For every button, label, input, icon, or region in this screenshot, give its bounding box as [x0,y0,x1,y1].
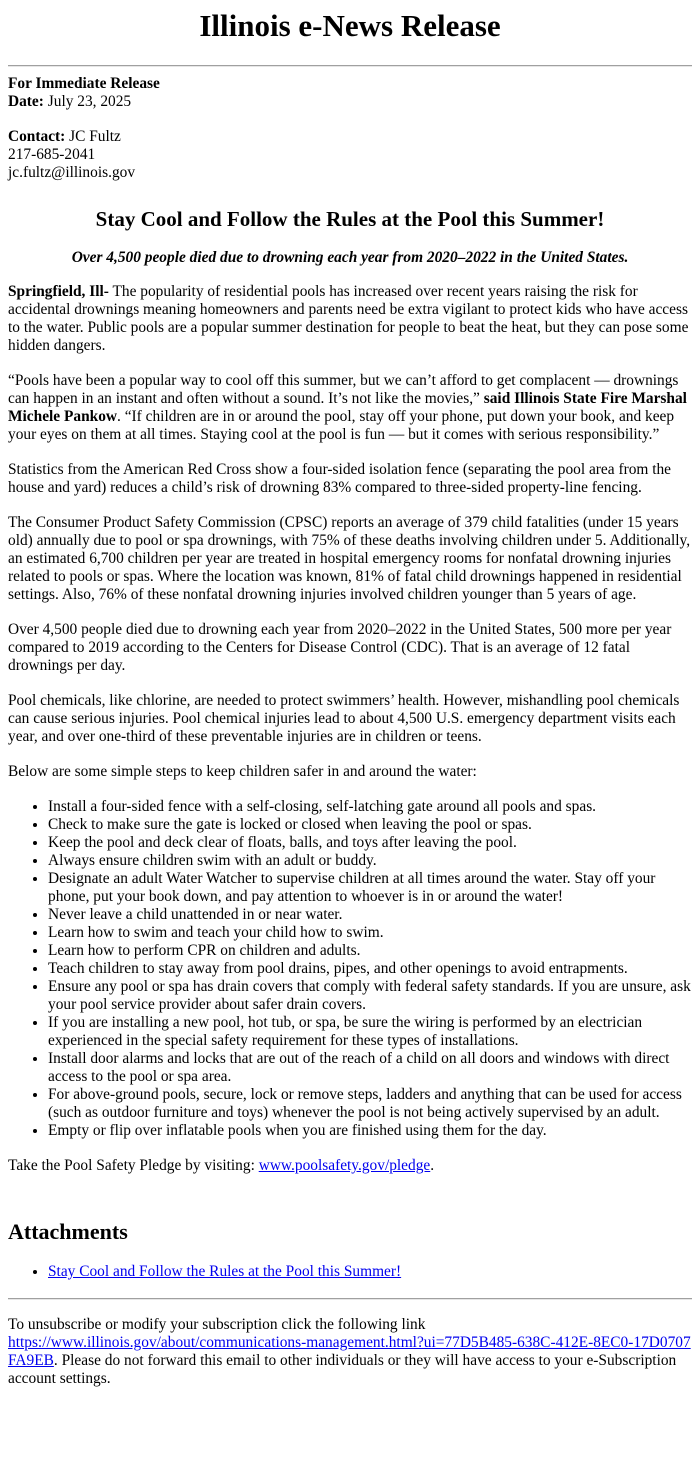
list-item: • Designate an adult Water Watcher to supervise children at all times around the water. Stay off your phone, put your book down, and pay attention to whoever is in or around the water! [48,870,692,906]
footer [8,1316,692,1388]
list-item: • For above-ground pools, secure, lock or remove steps, ladders and anything that can be used for access (such as outdoor furniture and toys) whenever the pool is not being actively supervised by an adult. [48,1086,692,1122]
list-item: • Teach children to stay away from pool drains, pipes, and other openings to avoid entrapments. [48,960,692,978]
list-item: • Empty or flip over inflatable pools when you are finished using them for the day. [48,1122,692,1140]
list-item: • Keep the pool and deck clear of floats, balls, and toys after leaving the pool. [48,834,692,852]
list-item: • Check to make sure the gate is locked or closed when leaving the pool or spas. [48,816,692,834]
paragraph-cdc: Over 4,500 people died due to drowning each year from 2020–2022 in the United States, 500 more per year compared to 2019 according to the Centers for Disease Control (CDC). That is an average of 12 fatal drownings per day. [8,621,672,674]
list-item: • Learn how to swim and teach your child how to swim. [48,924,692,942]
list-item: • Never leave a child unattended in or near water. [48,906,692,924]
quote-part-a: “Pools have been a popular way to cool off this summer, but we can’t afford to get complacent — drownings can happen in an instant and often without a sound. It’s not like the movies,” [8,372,679,407]
quote-part-b: . “If children are in or around the pool, stay off your phone, put down your book, and keep your eyes on them at all times. Staying cool at the pool is fun — but it comes with serious responsibility.” [8,408,675,443]
footer-text [8,1316,692,1388]
release-info [8,75,692,111]
safety-steps-list [8,798,692,1140]
list-item: • Install a four-sided fence with a self-closing, self-latching gate around all pools and spas. [48,798,692,816]
attachments-list [8,1263,692,1281]
pledge-link[interactable]: www.poolsafety.gov/pledge [258,1157,431,1174]
list-item: • Learn how to perform CPR on children and adults. [48,942,692,960]
contact-info [8,128,692,182]
footer-line2: . Please do not forward this email to other individuals or they will have access to your e-Subscription account settings. [8,1352,677,1387]
contact-label: Contact: [8,128,66,145]
pledge-paragraph [8,1157,692,1175]
list-item: • Install door alarms and locks that are out of the reach of a child on all doors and windows with direct access to the pool or spa area. [48,1050,692,1086]
page-title: Illinois e-News Release [199,8,501,43]
list-item [48,1263,692,1281]
paragraph-cpsc: The Consumer Product Safety Commission (CPSC) reports an average of 379 child fatalities (under 15 years old) annually due to pool or spa drownings, with 75% of these deaths involving children under 5. Additionally, an estimated 6,700 children per year are treated in hospital emergency rooms for nonfatal drowning injuries related to pools or spas. Where the location was known, 81% of fatal child drownings happened in residential settings. Also, 76% of these nonfatal drowning injuries involved children younger than 5 years of age. [8,514,691,603]
article-subhead: Over 4,500 people died due to drowning each year from 2020–2022 in the United States. [71,249,629,266]
divider [8,65,692,67]
paragraph-quote [8,372,692,444]
paragraph-red-cross: Statistics from the American Red Cross show a four-sided isolation fence (separating the pool area from the house and yard) reduces a child’s risk of drowning 83% compared to three-sided property-line fencing. [8,461,672,496]
intro-text: The popularity of residential pools has increased over recent years raising the risk for accidental drownings meaning homeowners and parents need be extra vigilant to protect kids who have access to the water. Public pools are a popular summer destination for people to beat the heat, but they can pose some hidden dangers. [8,283,689,354]
list-item: • If you are installing a new pool, hot tub, or spa, be sure the wiring is performed by an electrician experienced in the special safety requirement for these types of installations. [48,1014,692,1050]
list-item: • Always ensure children swim with an adult or buddy. [48,852,692,870]
release-label: For Immediate Release [8,75,160,92]
footer-divider [8,1298,692,1300]
pledge-text: Take the Pool Safety Pledge by visiting: [8,1157,259,1174]
unsubscribe-link[interactable]: https://www.illinois.gov/about/communications-management.html?ui=77D5B485-638C-412E-8EC0-17D0707FA9EB [8,1334,691,1369]
contact-email: jc.fultz@illinois.gov [8,164,136,181]
footer-line1: To unsubscribe or modify your subscription click the following link [8,1316,426,1333]
contact-phone: 217-685-2041 [8,146,96,163]
dateline: Springfield, Ill- [8,283,109,300]
quote-attribution: said Illinois State Fire Marshal Michele Pankow [8,390,687,425]
paragraph-chemicals: Pool chemicals, like chlorine, are needed to protect swimmers’ health. However, mishandling pool chemicals can cause serious injuries. Pool chemical injuries lead to about 4,500 U.S. emergency department visits each year, and over one-third of these preventable injuries are in children or teens. [8,692,680,745]
date-label: Date: [8,93,44,110]
paragraph-steps-intro: Below are some simple steps to keep children safer in and around the water: [8,763,477,780]
contact-name: JC Fultz [65,128,121,145]
attachment-link[interactable]: Stay Cool and Follow the Rules at the Pool this Summer! [48,1263,402,1280]
list-item: • Ensure any pool or spa has drain covers that comply with federal safety standards. If you are unsure, ask your pool service provider about safer drain covers. [48,978,692,1014]
pledge-end: . [430,1157,435,1174]
attachments-heading: Attachments [8,1219,128,1244]
article-headline: Stay Cool and Follow the Rules at the Pool this Summer! [95,207,605,231]
date-value: July 23, 2025 [43,93,132,110]
release-meta [8,75,692,182]
paragraph-intro [8,283,692,355]
